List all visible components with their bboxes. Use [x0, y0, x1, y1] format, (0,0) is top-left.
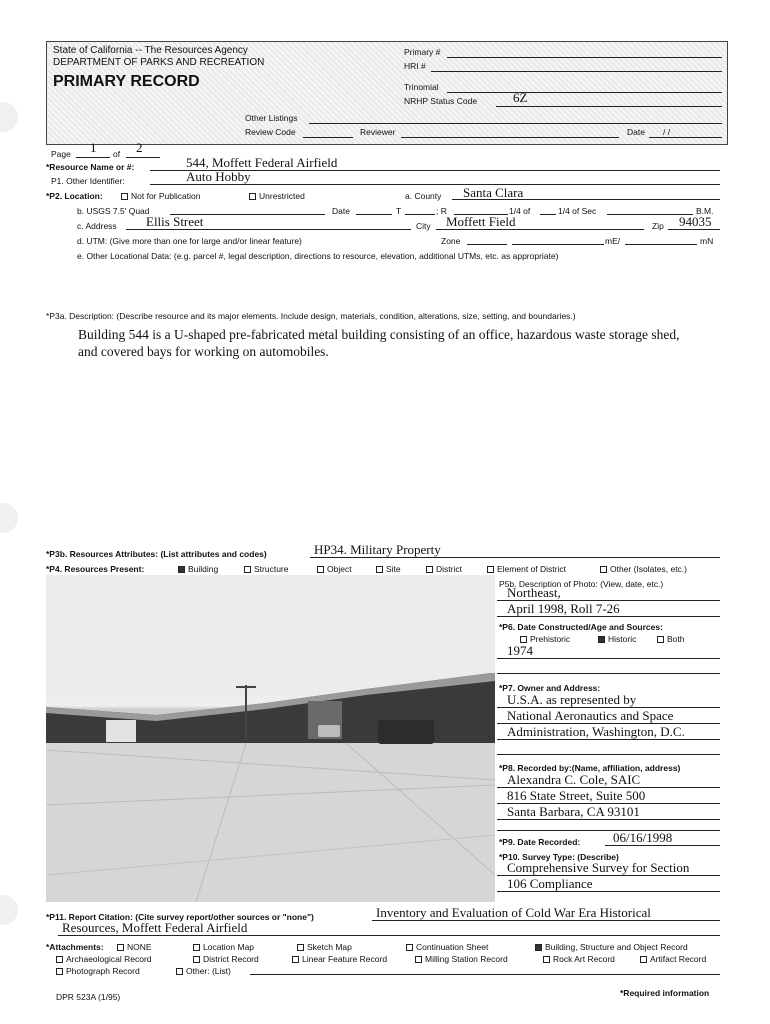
p7-line-2: National Aeronautics and Space [507, 708, 674, 723]
quarter-sec-label: 1/4 of Sec [558, 206, 597, 216]
p3b-label: *P3b. Resources Attributes: (List attributes and codes) [46, 549, 267, 559]
p7-line-3: Administration, Washington, D.C. [507, 724, 685, 739]
p7-label: *P7. Owner and Address: [499, 683, 601, 693]
punch-hole [0, 102, 18, 132]
p4-district-checkbox[interactable]: District [426, 564, 462, 574]
address-value: Ellis Street [146, 214, 204, 229]
p3a-label: *P3a. Description: (Describe resource and its major elements. Include design, materials, condition, alterations, size, setting, and boundaries.) [46, 311, 576, 321]
zip-value: 94035 [679, 214, 712, 229]
p10-label: *P10. Survey Type: (Describe) [499, 852, 619, 862]
zone-label: Zone [441, 236, 461, 246]
agency-line-2: DEPARTMENT OF PARKS AND RECREATION [53, 57, 265, 68]
city-label: City [416, 221, 431, 231]
p9-value: 06/16/1998 [613, 830, 673, 845]
attach-photograph-record-checkbox[interactable]: Photograph Record [56, 966, 140, 976]
attach-sketch-map-checkbox[interactable]: Sketch Map [297, 942, 352, 952]
not-for-publication-checkbox[interactable]: Not for Publication [121, 191, 200, 201]
p6-label: *P6. Date Constructed/Age and Sources: [499, 622, 663, 632]
me-label: mE/ [605, 236, 621, 246]
p3a-text-line-2: and covered bays for working on automobiles. [78, 344, 329, 359]
page-number: 1 [90, 140, 97, 155]
trinomial-label: Trinomial [404, 82, 439, 92]
attachments-label: *Attachments: [46, 942, 104, 952]
quarter-label: 1/4 of [509, 206, 531, 216]
p11-label: *P11. Report Citation: (Cite survey report/other sources or "none") [46, 912, 314, 922]
attach-artifact-record-checkbox[interactable]: Artifact Record [640, 954, 706, 964]
range-label: ; R [436, 206, 447, 216]
attach-none-checkbox[interactable]: NONE [117, 942, 152, 952]
p5b-line-2: April 1998, Roll 7-26 [507, 601, 620, 616]
page-label: Page [51, 149, 71, 159]
p1-label: P1. Other Identifier: [51, 176, 125, 186]
p4-building-checkbox[interactable]: Building [178, 564, 218, 574]
punch-hole [0, 895, 18, 925]
other-locational-label: e. Other Locational Data: (e.g. parcel #, legal description, directions to resource, elevation, additional UTMs, etc. as appropriate) [77, 251, 559, 261]
bm-label: B.M. [696, 206, 714, 216]
attach-other-checkbox[interactable]: Other: (List) [176, 966, 231, 976]
building-photo-drawing [46, 575, 495, 902]
p4-label: *P4. Resources Present: [46, 564, 145, 574]
resource-name-label: *Resource Name or #: [46, 162, 135, 172]
p3a-text-line-1: Building 544 is a U-shaped pre-fabricated metal building consisting of an office, hazardous waste storage shed, [78, 327, 680, 342]
usgs-date-label: Date [332, 206, 350, 216]
page-total: 2 [136, 140, 143, 155]
form-id: DPR 523A (1/95) [56, 992, 121, 1002]
p3b-value: HP34. Military Property [314, 542, 441, 557]
nrhp-label: NRHP Status Code [404, 96, 478, 106]
p8-label: *P8. Recorded by:(Name, affiliation, address) [499, 763, 681, 773]
agency-line-1: State of California -- The Resources Agency [53, 45, 248, 56]
building-photo [46, 575, 495, 902]
primary-label: Primary # [404, 47, 441, 57]
reviewer-label: Reviewer [360, 127, 396, 137]
p5b-line-1: Northeast, [507, 585, 561, 600]
form-header [46, 41, 728, 145]
nrhp-status-value: 6Z [513, 90, 528, 105]
attach-rock-art-record-checkbox[interactable]: Rock Art Record [543, 954, 615, 964]
attach-archaeological-record-checkbox[interactable]: Archaeological Record [56, 954, 152, 964]
p10-line-1: Comprehensive Survey for Section [507, 860, 690, 875]
p9-label: *P9. Date Recorded: [499, 837, 581, 847]
date-label: Date [627, 127, 645, 137]
p11-line-1: Inventory and Evaluation of Cold War Era Historical [376, 905, 651, 920]
county-label: a. County [405, 191, 442, 201]
attach-linear-feature-record-checkbox[interactable]: Linear Feature Record [292, 954, 387, 964]
p11-line-2: Resources, Moffett Federal Airfield [62, 920, 248, 935]
p4-site-checkbox[interactable]: Site [376, 564, 401, 574]
county-value: Santa Clara [463, 185, 524, 200]
utm-label: d. UTM: (Give more than one for large and/or linear feature) [77, 236, 302, 246]
attach-milling-station-record-checkbox[interactable]: Milling Station Record [415, 954, 508, 964]
attach-district-record-checkbox[interactable]: District Record [193, 954, 259, 964]
p6-both-checkbox[interactable]: Both [657, 634, 685, 644]
address-label: c. Address [77, 221, 117, 231]
p6-value: 1974 [507, 643, 533, 658]
p4-other-checkbox[interactable]: Other (Isolates, etc.) [600, 564, 687, 574]
review-code-label: Review Code [245, 127, 296, 137]
page-of-label: of [113, 149, 121, 159]
required-note: *Required information [620, 988, 710, 998]
attach-location-map-checkbox[interactable]: Location Map [193, 942, 254, 952]
resource-name-value: 544, Moffett Federal Airfield [186, 155, 338, 170]
zip-label: Zip [652, 221, 664, 231]
unrestricted-checkbox[interactable]: Unrestricted [249, 191, 305, 201]
p1-value: Auto Hobby [186, 169, 251, 184]
hri-label: HRI # [404, 61, 426, 71]
p4-object-checkbox[interactable]: Object [317, 564, 352, 574]
review-date-value: / / [663, 127, 671, 137]
form-title: PRIMARY RECORD [53, 73, 200, 90]
p7-line-1: U.S.A. as represented by [507, 692, 637, 707]
p8-line-2: 816 State Street, Suite 500 [507, 788, 646, 803]
p4-element-of-district-checkbox[interactable]: Element of District [487, 564, 566, 574]
city-value: Moffett Field [446, 214, 516, 229]
attach-bso-record-checkbox[interactable]: Building, Structure and Object Record [535, 942, 688, 952]
township-label: T [396, 206, 402, 216]
p6-prehistoric-checkbox[interactable]: Prehistoric [520, 634, 570, 644]
p8-line-1: Alexandra C. Cole, SAIC [507, 772, 641, 787]
p8-line-3: Santa Barbara, CA 93101 [507, 804, 640, 819]
other-listings-label: Other Listings [245, 113, 298, 123]
p4-structure-checkbox[interactable]: Structure [244, 564, 289, 574]
p5b-label: P5b. Description of Photo: (View, date, etc.) [499, 579, 664, 589]
mn-label: mN [700, 236, 714, 246]
p6-historic-checkbox[interactable]: Historic [598, 634, 636, 644]
p2-label: *P2. Location: [46, 191, 103, 201]
usgs-quad-label: b. USGS 7.5' Quad [77, 206, 150, 216]
punch-hole [0, 503, 18, 533]
attach-continuation-sheet-checkbox[interactable]: Continuation Sheet [406, 942, 488, 952]
p10-line-2: 106 Compliance [507, 876, 593, 891]
